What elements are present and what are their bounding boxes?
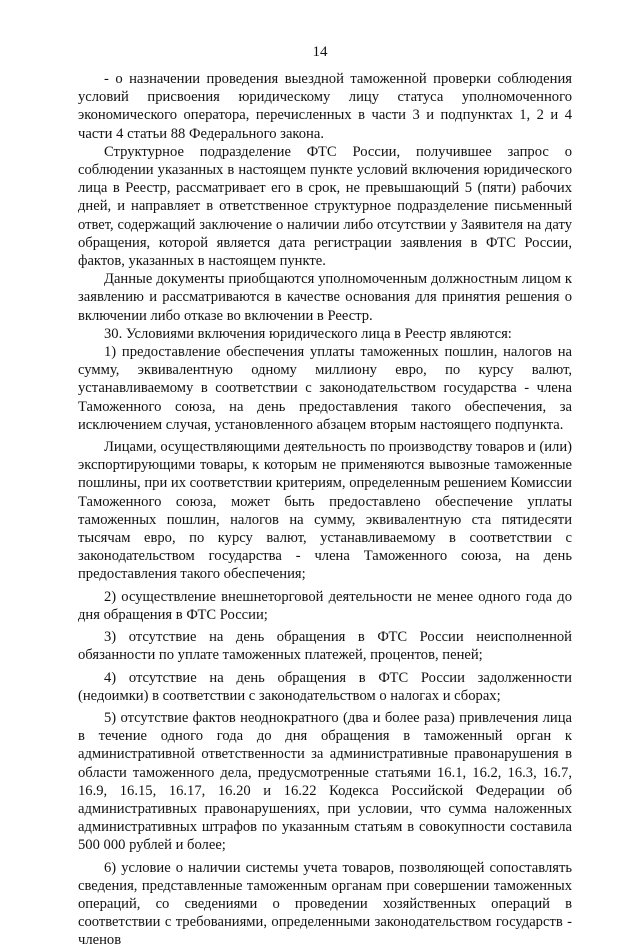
paragraph-condition-6: 6) условие о наличии системы учета товаров, позволяющей сопоставлять сведения, представленные таможенным органам при совершении таможенных операций, со сведениями о проведении хозяйственных операций в соответствии с требованиями, определенными законодательством государств - членов: [78, 859, 572, 949]
paragraph-inspection-note: - о назначении проведения выездной таможенной проверки соблюдения условий присвоения юридическому лицу статуса уполномоченного экономического оператора, перечисленных в части 3 и подпунктах 1, 2 и 4 части 4 статьи 88 Федерального закона.: [78, 71, 572, 142]
page-number: 14: [312, 44, 328, 60]
paragraph-condition-1: 1) предоставление обеспечения уплаты таможенных пошлин, налогов на сумму, эквивалентную одному миллиону евро, по курсу валют, устанавливаемому в соответствии с законодательством государства - члена Таможенного союза, на день предоставления такого обеспечения, за исключением случая, установленного абзацем вторым настоящего подпункта.: [78, 344, 572, 433]
paragraph-condition-3: 3) отсутствие на день обращения в ФТС России неисполненной обязанности по уплате таможенных платежей, процентов, пеней;: [78, 629, 572, 664]
paragraph-condition-5: 5) отсутствие фактов неоднократного (два и более раза) привлечения лица в течение одного года до дня обращения в таможенный орган к административной ответственности за административные правонарушения в области таможенного дела, предусмотренные статьями 16.1, 16.2, 16.3, 16.7, 16.9, 16.15, 16.17, 16.20 и 16.22 Кодекса Российской Федерации об административных правонарушениях, при условии, что сумма наложенных административных штрафов по указанным статьям в совокупности составила 500 000 рублей и более;: [78, 709, 572, 854]
paragraph-condition-1-exception: Лицами, осуществляющими деятельность по производству товаров и (или) экспортирующими товары, к которым не применяются вывозные таможенные пошлины, при их соответствии критериям, определенным решением Комиссии Таможенного союза, может быть предоставлено обеспечение уплаты таможенных пошлин, налогов на сумму, эквивалентную ста пятидесяти тысячам евро, по курсу валют, устанавливаемому в соответствии с законодательством государства - члена Таможенного союза, на день предоставления такого обеспечения;: [78, 439, 572, 583]
paragraph-structural-unit: Структурное подразделение ФТС России, получившее запрос о соблюдении указанных в настоящем пункте условий включения юридического лица в Реестр, рассматривает его в срок, не превышающий 5 (пяти) рабочих дней, и направляет в ответственное структурное подразделение письменный ответ, содержащий заключение о наличии либо отсутствии у Заявителя на дату обращения, которой является дата регистрации заявления в ФТС России, фактов, указанных в настоящем пункте.: [78, 143, 572, 270]
paragraph-condition-2: 2) осуществление внешнеторговой деятельности не менее одного года до дня обращения в ФТС России;: [78, 588, 572, 623]
document-body: [78, 70, 572, 950]
paragraph-condition-4: 4) отсутствие на день обращения в ФТС России задолженности (недоимки) в соответствии с законодательством о налогах и сборах;: [78, 669, 572, 704]
paragraph-documents-attached: Данные документы приобщаются уполномоченным должностным лицом к заявлению и рассматриваются в качестве основания для принятия решения о включении либо отказе во включении в Реестр.: [78, 271, 572, 324]
paragraph-item-30-heading: 30. Условиями включения юридического лица в Реестр являются:: [104, 325, 512, 342]
